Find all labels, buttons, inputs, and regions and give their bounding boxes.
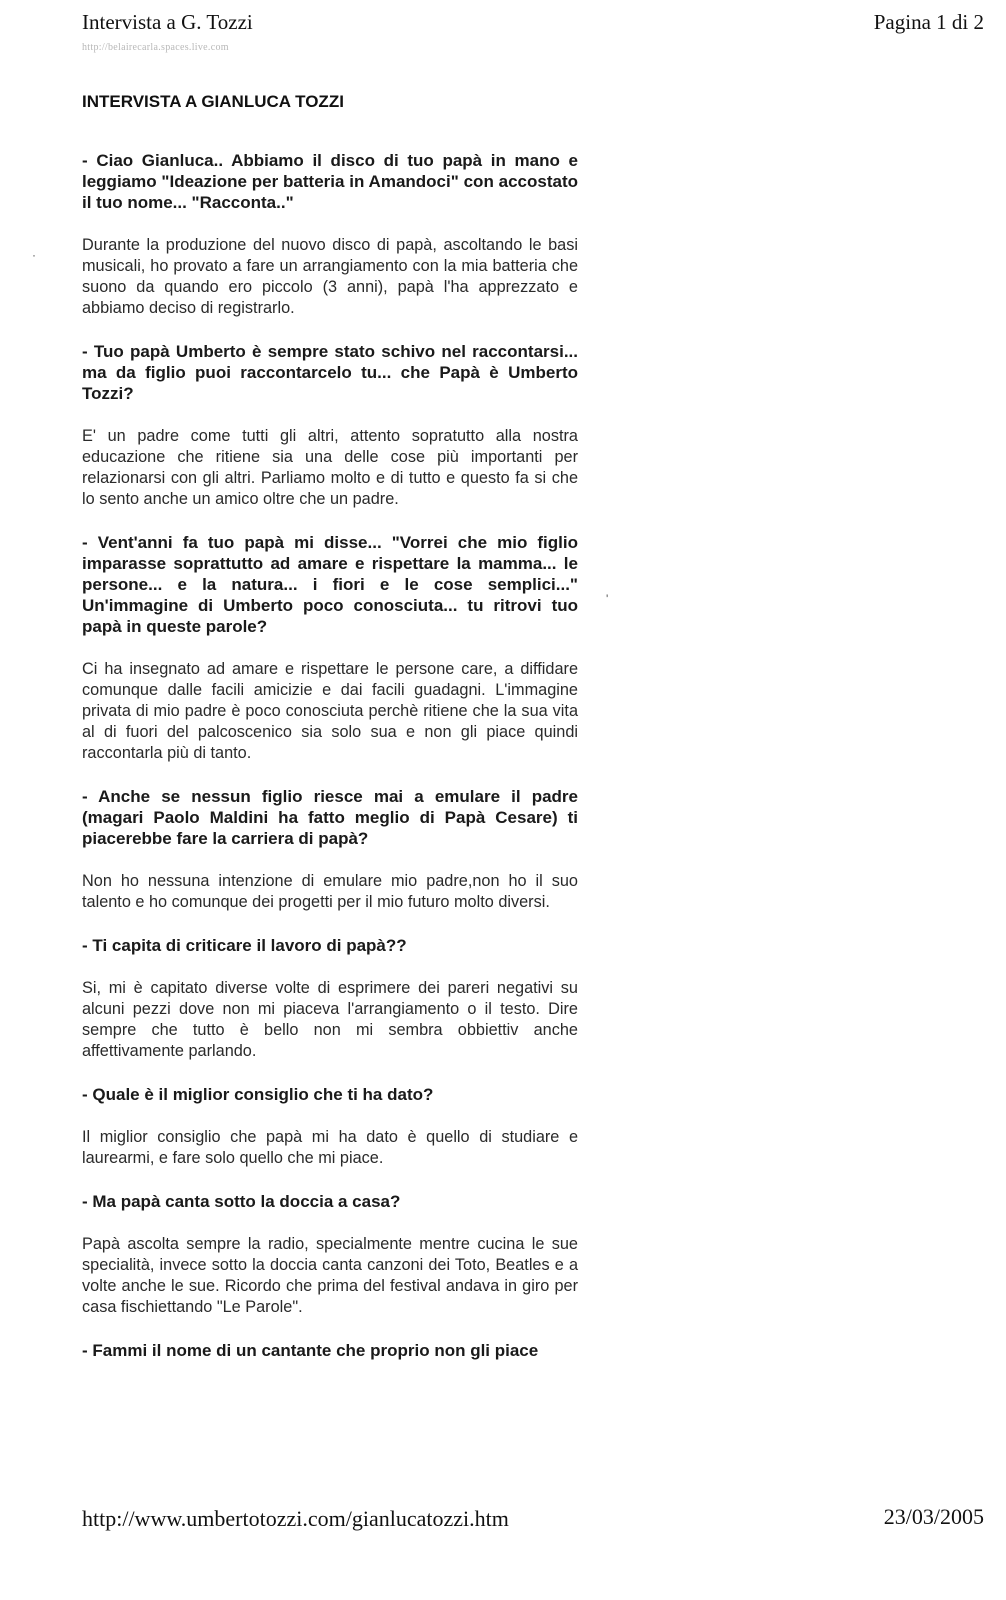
- question: - Ma papà canta sotto la doccia a casa?: [82, 1192, 401, 1211]
- header-source-url: http://belairecarla.spaces.live.com: [82, 42, 229, 53]
- page-number: Pagina 1 di 2: [873, 10, 984, 34]
- scan-speck: ': [606, 592, 609, 606]
- answer: Il miglior consiglio che papà mi ha dato è quello di studiare e laurearmi, e fare solo quello che mi piace.: [82, 1128, 578, 1167]
- footer-date: 23/03/2005: [883, 1504, 984, 1529]
- answer: Durante la produzione del nuovo disco di papà, ascoltando le basi musicali, ho provato a fare un arrangiamento con la mia batteria che suono da quando ero piccolo (3 anni), papà l'ha apprezzato e abbiamo deciso di registrarlo.: [82, 236, 578, 317]
- scan-speck: ·: [32, 248, 36, 262]
- question: - Ciao Gianluca.. Abbiamo il disco di tuo papà in mano e leggiamo "Ideazione per batteria in Amandoci" con accostato il tuo nome... "Racconta..": [82, 151, 578, 212]
- question: - Anche se nessun figlio riesce mai a emulare il padre (magari Paolo Maldini ha fatto meglio di Papà Cesare) ti piacerebbe fare la carriera di papà?: [82, 787, 578, 848]
- answer: Si, mi è capitato diverse volte di esprimere dei pareri negativi su alcuni pezzi dove non mi piaceva l'arrangiamento o il testo. Dire sempre che tutto è bello non mi sembra obbiettiv anche affettivamente parlando.: [82, 979, 578, 1060]
- interview-body: [82, 92, 578, 1383]
- answer: Papà ascolta sempre la radio, specialmente mentre cucina le sue specialità, invece sotto la doccia canta canzoni dei Toto, Beatles e a volte anche le sue. Ricordo che prima del festival andava in giro per casa fischiettando "Le Parole".: [82, 1235, 578, 1316]
- interview-heading: INTERVISTA A GIANLUCA TOZZI: [82, 92, 344, 111]
- answer: Ci ha insegnato ad amare e rispettare le persone care, a diffidare comunque dalle facili amicizie e dai facili guadagni. L'immagine privata di mio padre è poco conosciuta perchè ritiene che la sua vita al di fuori del palcoscenico sia solo sua e non gli piace quindi raccontarla più di tanto.: [82, 660, 578, 762]
- question: - Vent'anni fa tuo papà mi disse... "Vorrei che mio figlio imparasse soprattutto ad amare e rispettare la mamma... le persone... e la natura... i fiori e le cose semplici..." Un'immagine di Umberto poco conosciuta... tu ritrovi tuo papà in queste parole?: [82, 533, 578, 636]
- question: - Tuo papà Umberto è sempre stato schivo nel raccontarsi... ma da figlio puoi raccontarcelo tu... che Papà è Umberto Tozzi?: [82, 342, 578, 403]
- question: - Fammi il nome di un cantante che proprio non gli piace: [82, 1341, 539, 1360]
- footer-url: http://www.umbertotozzi.com/gianlucatozzi.htm: [82, 1506, 509, 1531]
- question: - Ti capita di criticare il lavoro di papà??: [82, 936, 407, 955]
- question: - Quale è il miglior consiglio che ti ha dato?: [82, 1085, 434, 1104]
- answer: Non ho nessuna intenzione di emulare mio padre,non ho il suo talento e ho comunque dei progetti per il mio futuro molto diversi.: [82, 872, 578, 911]
- header-title: Intervista a G. Tozzi: [82, 10, 253, 34]
- answer: E' un padre come tutti gli altri, attento sopratutto alla nostra educazione che ritiene sia una delle cose più importanti per relazionarsi con gli altri. Parliamo molto e di tutto e questo fa si che lo sento anche un amico oltre che un padre.: [82, 427, 578, 508]
